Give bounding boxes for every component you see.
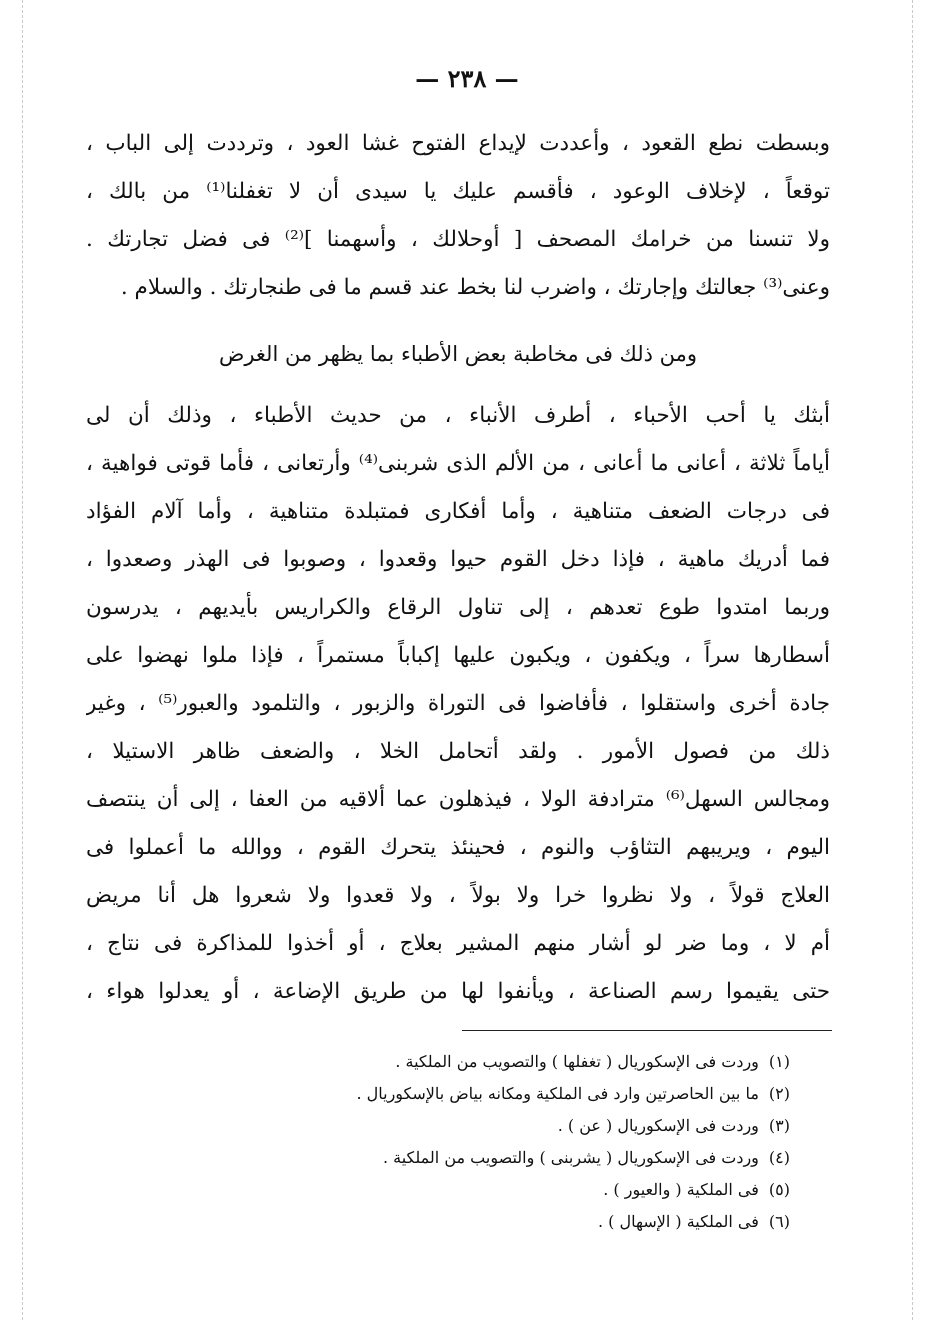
text-line: أسطارها سراً ، ويكفون ، ويكبون عليها إكباباً مستمراً ، فإذا ملوا نهضوا على	[86, 643, 830, 668]
footnote-text: وردت فى الإسكوريال ( تغفلها ) والتصويب من الملكية .	[395, 1052, 759, 1071]
text-line: توقعاً ، لإخلاف الوعود ، فأقسم عليك يا سيدى أن لا تغفلنا⁽¹⁾ من بالك ،	[86, 179, 830, 204]
text-line: العلاج قولاً ، ولا نظروا خرا ولا بولاً ، ولا قعدوا ولا شعروا هل أنا مريض	[86, 883, 830, 908]
footnote	[300, 1174, 790, 1206]
footnote-text: ما بين الحاصرتين وارد فى الملكية ومكانه بياض بالإسكوريال .	[356, 1084, 759, 1103]
text-line: وعنى⁽³⁾ جعالتك وإجارتك ، واضرب لنا بخط عند قسم ما فى طنجارتك . والسلام .	[120, 275, 830, 300]
footnote-text: وردت فى الإسكوريال ( عن ) .	[557, 1116, 759, 1135]
scan-guide-line	[22, 0, 23, 1320]
text-line: أياماً ثلاثة ، أعانى ما أعانى ، من الألم الذى شربنى⁽⁴⁾ وأرتعانى ، فأما قوتى فواهية ،	[86, 451, 830, 476]
footnote-divider	[462, 1030, 832, 1031]
text-line: اليوم ، ويريبهم التثاؤب والنوم ، فحينئذ يتحرك القوم ، ووالله ما أعملوا فى	[86, 835, 830, 860]
text-line: فى درجات الضعف متناهية ، وأما أفكارى فمتبلدة متناهية ، وأما آلام الفؤاد	[86, 499, 830, 524]
page-number: — ٢٣٨ —	[415, 64, 519, 93]
footnote-number: (١)	[768, 1052, 790, 1071]
footnote-number: (٣)	[768, 1116, 790, 1135]
footnote-number: (٢)	[768, 1084, 790, 1103]
text-line: ذلك من فصول الأمور . ولقد أتحامل الخلا ، والضعف ظاهر الاستيلا ،	[86, 739, 830, 764]
footnote	[300, 1110, 790, 1142]
footnote	[300, 1046, 790, 1078]
section-heading: ومن ذلك فى مخاطبة بعض الأطباء بما يظهر من الغرض	[218, 342, 698, 366]
footnote-text: فى الملكية ( الإسهال ) .	[597, 1212, 759, 1231]
text-line: أم لا ، وما ضر لو أشار منهم المشير بعلاج ، أو أخذوا للمذاكرة فى نتاج ،	[86, 931, 830, 956]
footnote-text: وردت فى الإسكوريال ( يشربنى ) والتصويب من الملكية .	[382, 1148, 759, 1167]
text-line: جادة أخرى واستقلوا ، فأفاضوا فى التوراة والزبور ، والتلمود والعبور⁽⁵⁾ ، وغير	[86, 691, 830, 716]
footnote	[300, 1078, 790, 1110]
footnote-number: (٤)	[768, 1148, 790, 1167]
paragraph-2	[86, 392, 830, 1016]
text-line: ومجالس السهل⁽⁶⁾ مترادفة الولا ، فيذهلون عما ألاقيه من العفا ، إلى أن ينتصف	[86, 787, 830, 812]
footnote	[300, 1206, 790, 1238]
footnote	[300, 1142, 790, 1174]
footnote-text: فى الملكية ( والعيور ) .	[603, 1180, 759, 1199]
footnote-number: (٦)	[768, 1212, 790, 1231]
text-line: وبسطت نطع القعود ، وأعددت لإيداع الفتوح غشا العود ، وترددت إلى الباب ،	[86, 131, 830, 156]
footnote-number: (٥)	[768, 1180, 790, 1199]
footnotes	[300, 1046, 790, 1238]
text-line: ولا تنسنا من خرامك المصحف [ أوحلالك ، وأسهمنا ]⁽²⁾ فى فضل تجارتك .	[86, 227, 830, 252]
paragraph-1	[86, 120, 830, 312]
text-line: فما أدريك ماهية ، فإذا دخل القوم حيوا وقعدوا ، وصوبوا فى الهذر وصعدوا ،	[86, 547, 830, 572]
text-line: أبثك يا أحب الأحباء ، أطرف الأنباء ، من حديث الأطباء ، وذلك أن لى	[86, 403, 830, 428]
text-line: حتى يقيموا رسم الصناعة ، ويأنفوا لها من طريق الإضاعة ، أو يعدلوا هواء ،	[86, 979, 830, 1004]
scan-guide-line	[912, 0, 913, 1320]
text-line: وربما امتدوا طوع تعدهم ، إلى تناول الرقاع والكراريس بأيديهم ، يدرسون	[86, 595, 830, 620]
